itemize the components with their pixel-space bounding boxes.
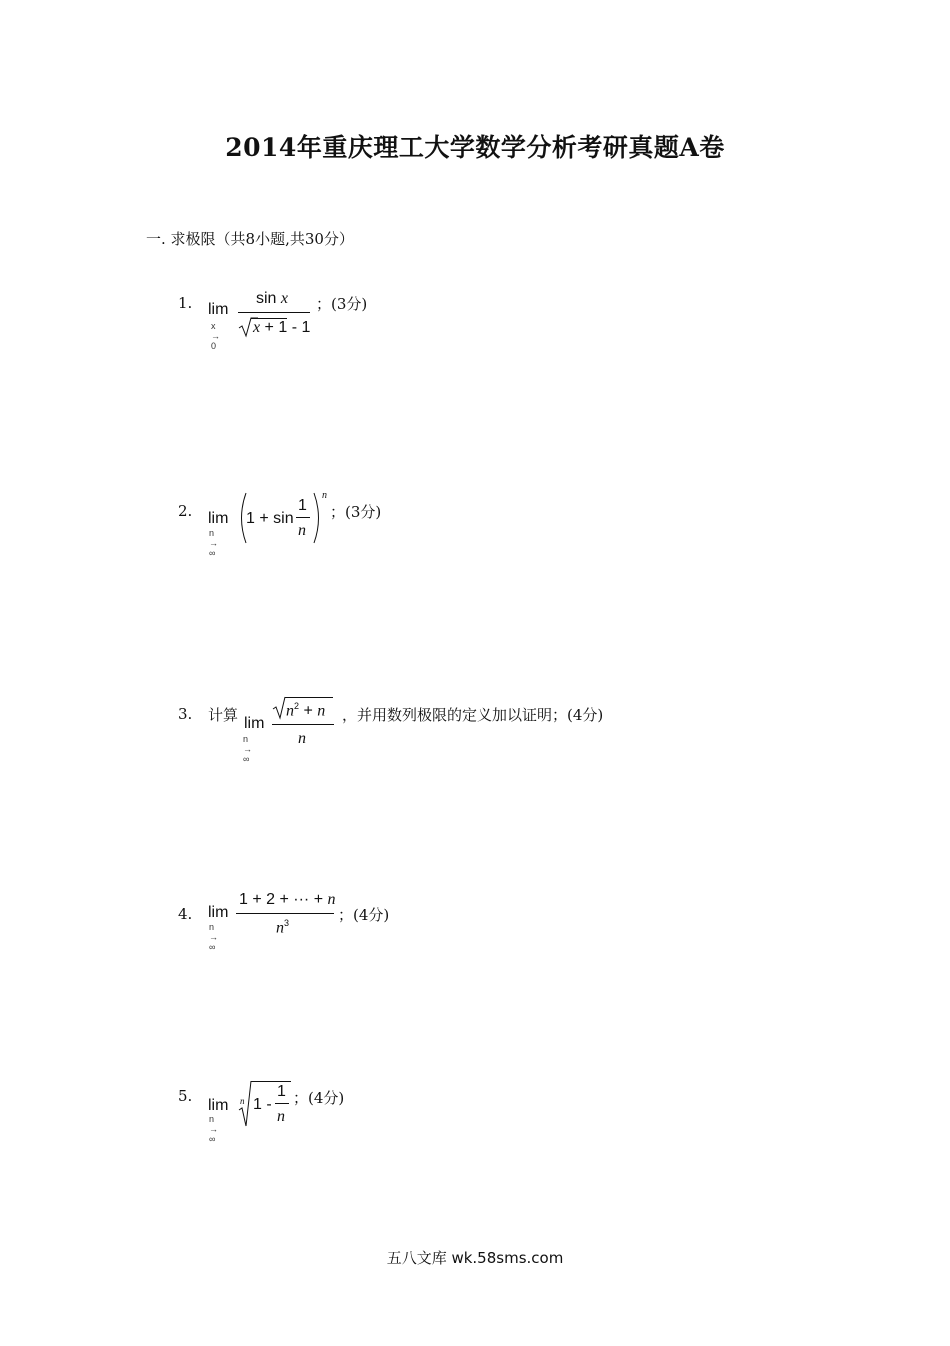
root-index: n bbox=[240, 1096, 245, 1106]
denominator: x + 1 - 1 bbox=[253, 319, 311, 336]
sqrt-sign bbox=[272, 696, 286, 720]
expression: 1 + sin bbox=[246, 510, 294, 527]
limit-subscript: n → ∞ bbox=[243, 734, 252, 764]
numerator: $n^2 + n$ bbox=[286, 701, 326, 720]
limit-subscript: n → ∞ bbox=[209, 528, 218, 558]
page-title: 2014年重庆理工大学数学分析考研真题A卷 bbox=[225, 133, 725, 162]
limit-operator: lim bbox=[208, 510, 229, 527]
fraction-bar bbox=[236, 913, 334, 914]
footer-watermark: 五八文库 wk.58sms.com bbox=[386, 1249, 564, 1267]
fraction-bar bbox=[238, 312, 310, 313]
limit-operator: lim bbox=[208, 301, 229, 318]
limit-operator: lim bbox=[208, 1097, 229, 1114]
problem-1-score: ；(3分) bbox=[316, 295, 368, 313]
exponent: n bbox=[322, 490, 327, 501]
fraction-bar bbox=[272, 724, 334, 725]
problem-4-score: ；(4分) bbox=[338, 906, 390, 924]
fraction-denominator: n bbox=[277, 1108, 285, 1125]
fraction-numerator: 1 bbox=[298, 497, 307, 514]
fraction-denominator: n bbox=[298, 522, 306, 539]
sqrt-overline bbox=[251, 318, 287, 319]
problem-5-score: ；(4分) bbox=[293, 1089, 345, 1107]
problem-2-score: ；(3分) bbox=[330, 503, 382, 521]
problem-3-number: 3. bbox=[178, 705, 193, 723]
limit-subscript: n → ∞ bbox=[209, 922, 218, 952]
problem-4-number: 4. bbox=[178, 905, 193, 923]
limit-operator: lim bbox=[244, 715, 265, 732]
denominator: $n^3$ bbox=[276, 918, 290, 937]
section-heading: 一. 求极限（共8小题,共30分） bbox=[146, 230, 354, 248]
fraction-numerator: 1 bbox=[277, 1083, 286, 1100]
problem-1-number: 1. bbox=[178, 294, 193, 312]
limit-operator: lim bbox=[208, 904, 229, 921]
limit-subscript: x → 0 bbox=[211, 321, 220, 351]
root-sign bbox=[238, 1080, 252, 1128]
fraction-bar bbox=[296, 517, 310, 518]
problem-3-prefix: 计算 bbox=[208, 706, 239, 724]
numerator: sin x bbox=[256, 290, 289, 307]
limit-subscript: n → ∞ bbox=[209, 1114, 218, 1144]
sqrt-overline bbox=[285, 697, 333, 698]
problem-5-number: 5. bbox=[178, 1087, 193, 1105]
numerator: 1 + 2 + ··· + n bbox=[239, 891, 336, 908]
root-overline bbox=[251, 1081, 291, 1082]
problem-3-instruction: ，并用数列极限的定义加以证明；(4分) bbox=[342, 706, 604, 724]
fraction-bar bbox=[275, 1103, 289, 1104]
expression: 1 - bbox=[253, 1096, 272, 1113]
denominator: n bbox=[298, 730, 306, 747]
problem-2-number: 2. bbox=[178, 502, 193, 520]
